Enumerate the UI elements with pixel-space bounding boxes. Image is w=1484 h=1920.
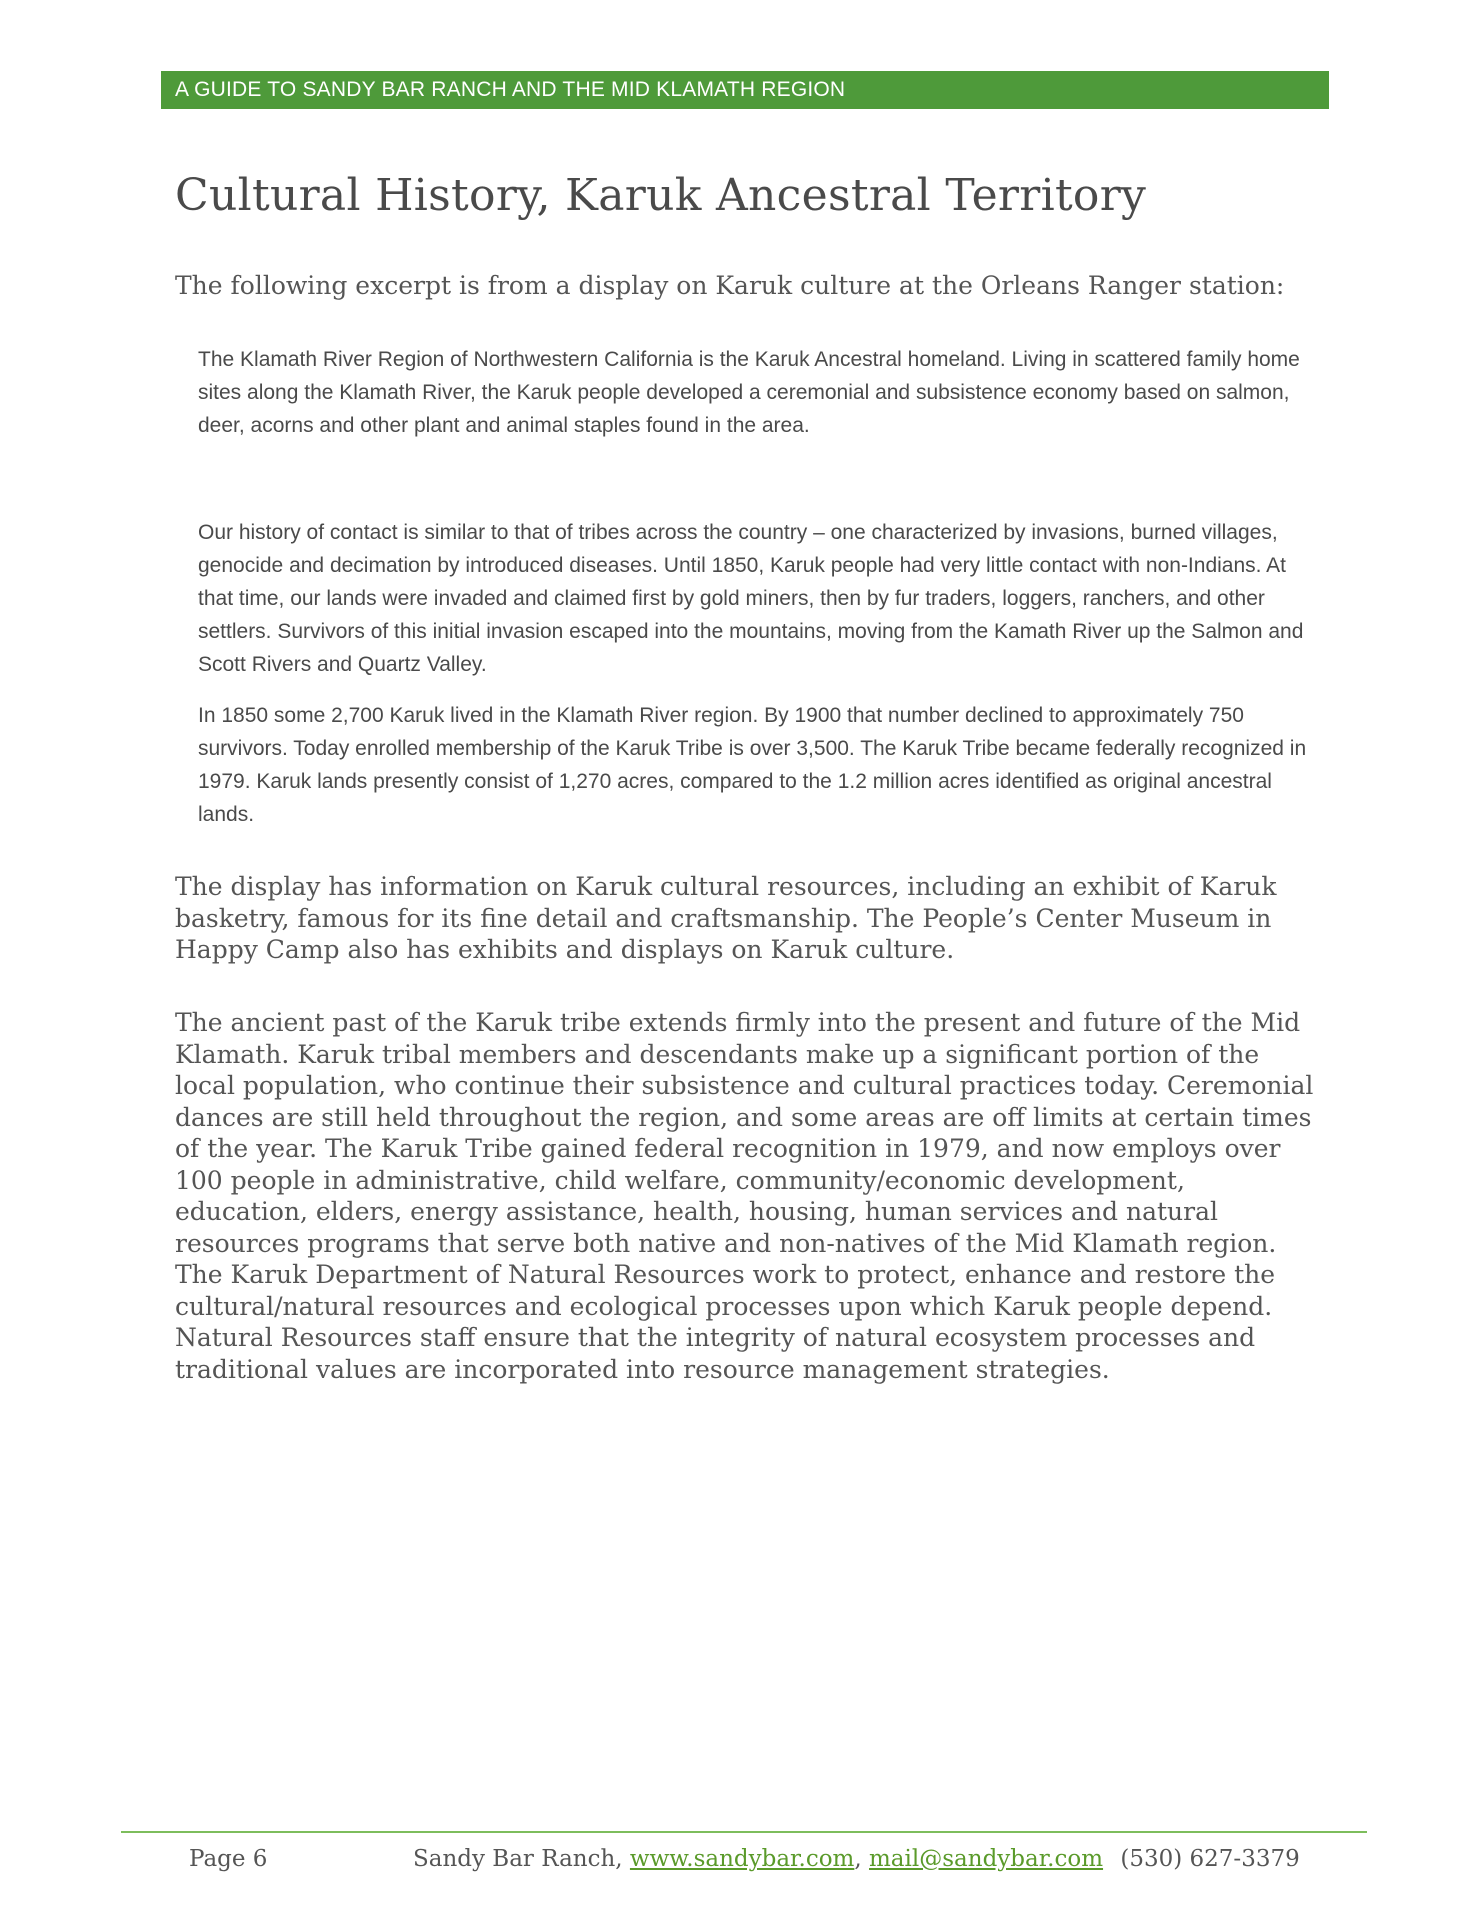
document-header-title: A GUIDE TO SANDY BAR RANCH AND THE MID KLAMATH REGION — [175, 78, 846, 101]
quote-paragraph-contact-history: Our history of contact is similar to that of tribes across the country – one characterized by invasions, burned villages, genocide and decimation by introduced diseases. Until 1850, Karuk people had very little contact with non-Indians. At that time, our lands were invaded and claimed first by gold miners, then by fur traders, loggers, ranchers, and other settlers. Survivors of this initial invasion escaped into the mountains, moving from the Kamath River up the Salmon and Scott Rivers and Quartz Valley. — [198, 521, 1304, 676]
website-link[interactable]: www.sandybar.com — [629, 1846, 855, 1872]
quote-paragraph-population: In 1850 some 2,700 Karuk lived in the Klamath River region. By 1900 that number declined to approximately 750 survivors. Today enrolled membership of the Karuk Tribe is over 3,500. The Karuk Tribe became federally recognized in 1979. Karuk lands presently consist of 1,270 acres, compared to the 1.2 million acres identified as original ancestral lands. — [198, 704, 1307, 826]
footer-divider — [121, 1831, 1367, 1833]
footer-contact — [413, 1843, 1300, 1875]
footer-phone: (530) 627-3379 — [1120, 1846, 1300, 1872]
page-title: Cultural History, Karuk Ancestral Territory — [175, 170, 1147, 221]
footer-comma: , — [854, 1846, 862, 1872]
document-header-bar — [161, 71, 1329, 109]
page-number: Page 6 — [189, 1846, 268, 1872]
body-paragraph-present-day: The ancient past of the Karuk tribe extends firmly into the present and future of the Mid Klamath. Karuk tribal members and descendants make up a significant portion of the local population, who continue their subsistence and cultural practices today. Ceremonial dances are still held throughout the region, and some areas are off limits at certain times of the year. The Karuk Tribe gained federal recognition in 1979, and now employs over 100 people in administrative, child welfare, community/economic development, education, elders, energy assistance, health, housing, human services and natural resources programs that serve both native and non-natives of the Mid Klamath region. The Karuk Department of Natural Resources work to protect, enhance and restore the cultural/natural resources and ecological processes upon which Karuk people depend. Natural Resources staff ensure that the integrity of natural ecosystem processes and traditional values are incorporated into resource management strategies. — [175, 1008, 1314, 1384]
email-link[interactable]: mail@sandybar.com — [869, 1846, 1104, 1872]
intro-paragraph: The following excerpt is from a display on Karuk culture at the Orleans Ranger station: — [175, 271, 1285, 300]
body-paragraph-display: The display has information on Karuk cultural resources, including an exhibit of Karuk basketry, famous for its fine detail and craftsmanship. The People’s Center Museum in Happy Camp also has exhibits and displays on Karuk culture. — [175, 872, 1277, 964]
quote-paragraph-homeland: The Klamath River Region of Northwestern California is the Karuk Ancestral homeland. Living in scattered family home sites along the Klamath River, the Karuk people developed a ceremonial and subsistence economy based on salmon, deer, acorns and other plant and animal staples found in the area. — [198, 348, 1300, 437]
footer-org-name: Sandy Bar Ranch, — [413, 1846, 623, 1872]
